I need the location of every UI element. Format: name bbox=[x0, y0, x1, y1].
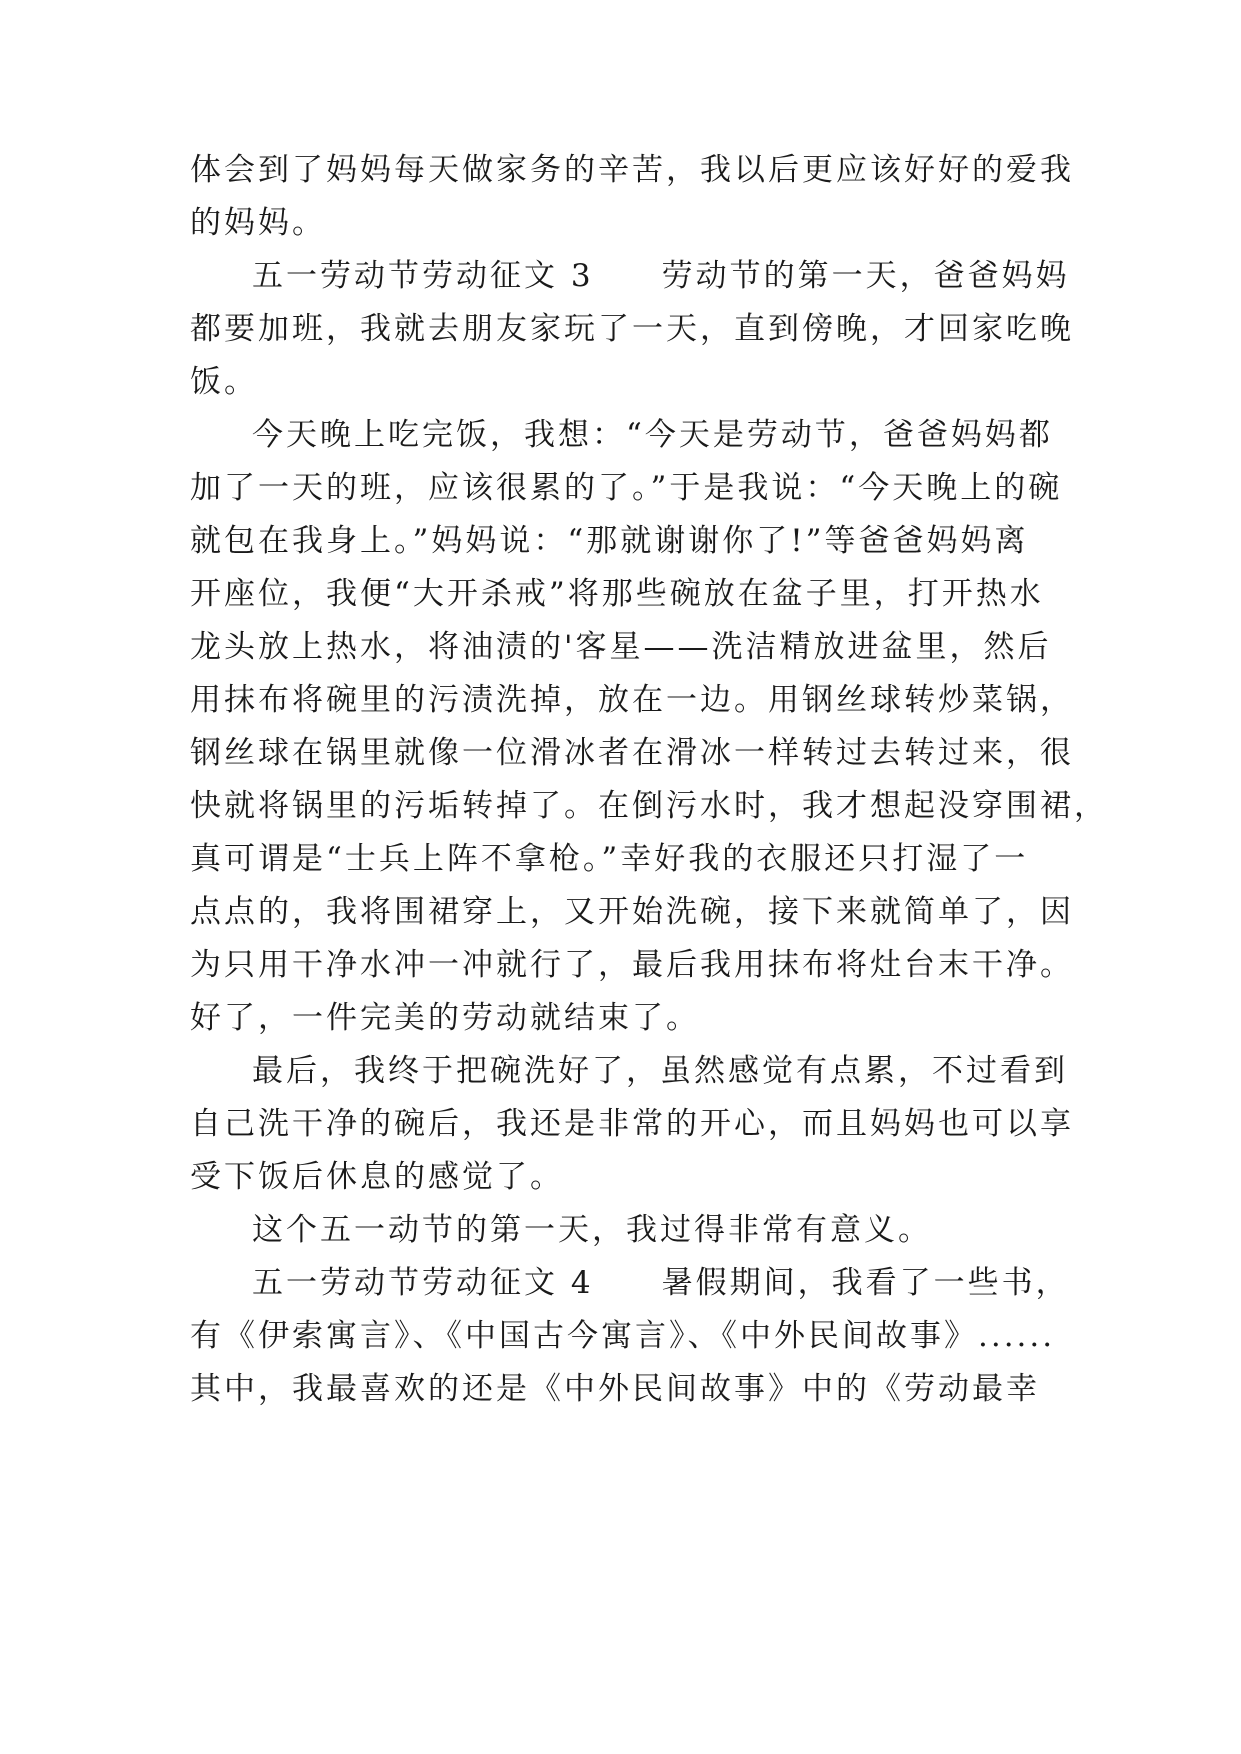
text-line: 开座位，我便“大开杀戒”将那些碗放在盆子里，打开热水 bbox=[190, 576, 1044, 612]
text-line: 真可谓是“士兵上阵不拿枪。”幸好我的衣服还只打湿了一 bbox=[190, 841, 1029, 877]
text-line: 自己洗干净的碗后，我还是非常的开心，而且妈妈也可以享 bbox=[190, 1106, 1074, 1142]
text-line: 为只用干净水冲一冲就行了，最后我用抹布将灶台末干净。 bbox=[190, 947, 1074, 983]
text-line: 快就将锅里的污垢转掉了。在倒污水时，我才想起没穿围裙， bbox=[190, 788, 1108, 824]
text-line: 体会到了妈妈每天做家务的辛苦，我以后更应该好好的爱我 bbox=[190, 152, 1074, 188]
text-line: 好了，一件完美的劳动就结束了。 bbox=[190, 1000, 700, 1036]
text-line: 受下饭后休息的感觉了。 bbox=[190, 1159, 564, 1195]
text-line: 有《伊索寓言》、《中国古今寓言》、《中外民间故事》...... bbox=[190, 1318, 1056, 1354]
text-line: 点点的，我将围裙穿上，又开始洗碗，接下来就简单了，因 bbox=[190, 894, 1074, 930]
essay-heading-line: 五一劳动节劳动征文 4 暑假期间，我看了一些书， bbox=[252, 1265, 1070, 1301]
text-line: 的妈妈。 bbox=[190, 205, 326, 241]
text-line: 龙头放上热水，将油渍的'客星——洗洁精放进盆里，然后 bbox=[190, 629, 1052, 665]
text-line: 钢丝球在锅里就像一位滑冰者在滑冰一样转过去转过来，很 bbox=[190, 735, 1074, 771]
text-line: 就包在我身上。”妈妈说：“那就谢谢你了!”等爸爸妈妈离 bbox=[190, 523, 1029, 559]
text-line: 其中，我最喜欢的还是《中外民间故事》中的《劳动最幸 bbox=[190, 1371, 1040, 1407]
essay-heading-line: 五一劳动节劳动征文 3 劳动节的第一天，爸爸妈妈 bbox=[252, 258, 1070, 294]
paragraph-start: 这个五一动节的第一天，我过得非常有意义。 bbox=[252, 1212, 932, 1248]
paragraph-start: 今天晚上吃完饭，我想：“今天是劳动节，爸爸妈妈都 bbox=[252, 417, 1053, 453]
text-line: 加了一天的班，应该很累的了。”于是我说：“今天晚上的碗 bbox=[190, 470, 1063, 506]
text-line: 饭。 bbox=[190, 364, 258, 400]
text-line: 都要加班，我就去朋友家玩了一天，直到傍晚，才回家吃晚 bbox=[190, 311, 1074, 347]
paragraph-start: 最后，我终于把碗洗好了，虽然感觉有点累，不过看到 bbox=[252, 1053, 1068, 1089]
text-line: 用抹布将碗里的污渍洗掉，放在一边。用钢丝球转炒菜锅， bbox=[190, 682, 1074, 718]
